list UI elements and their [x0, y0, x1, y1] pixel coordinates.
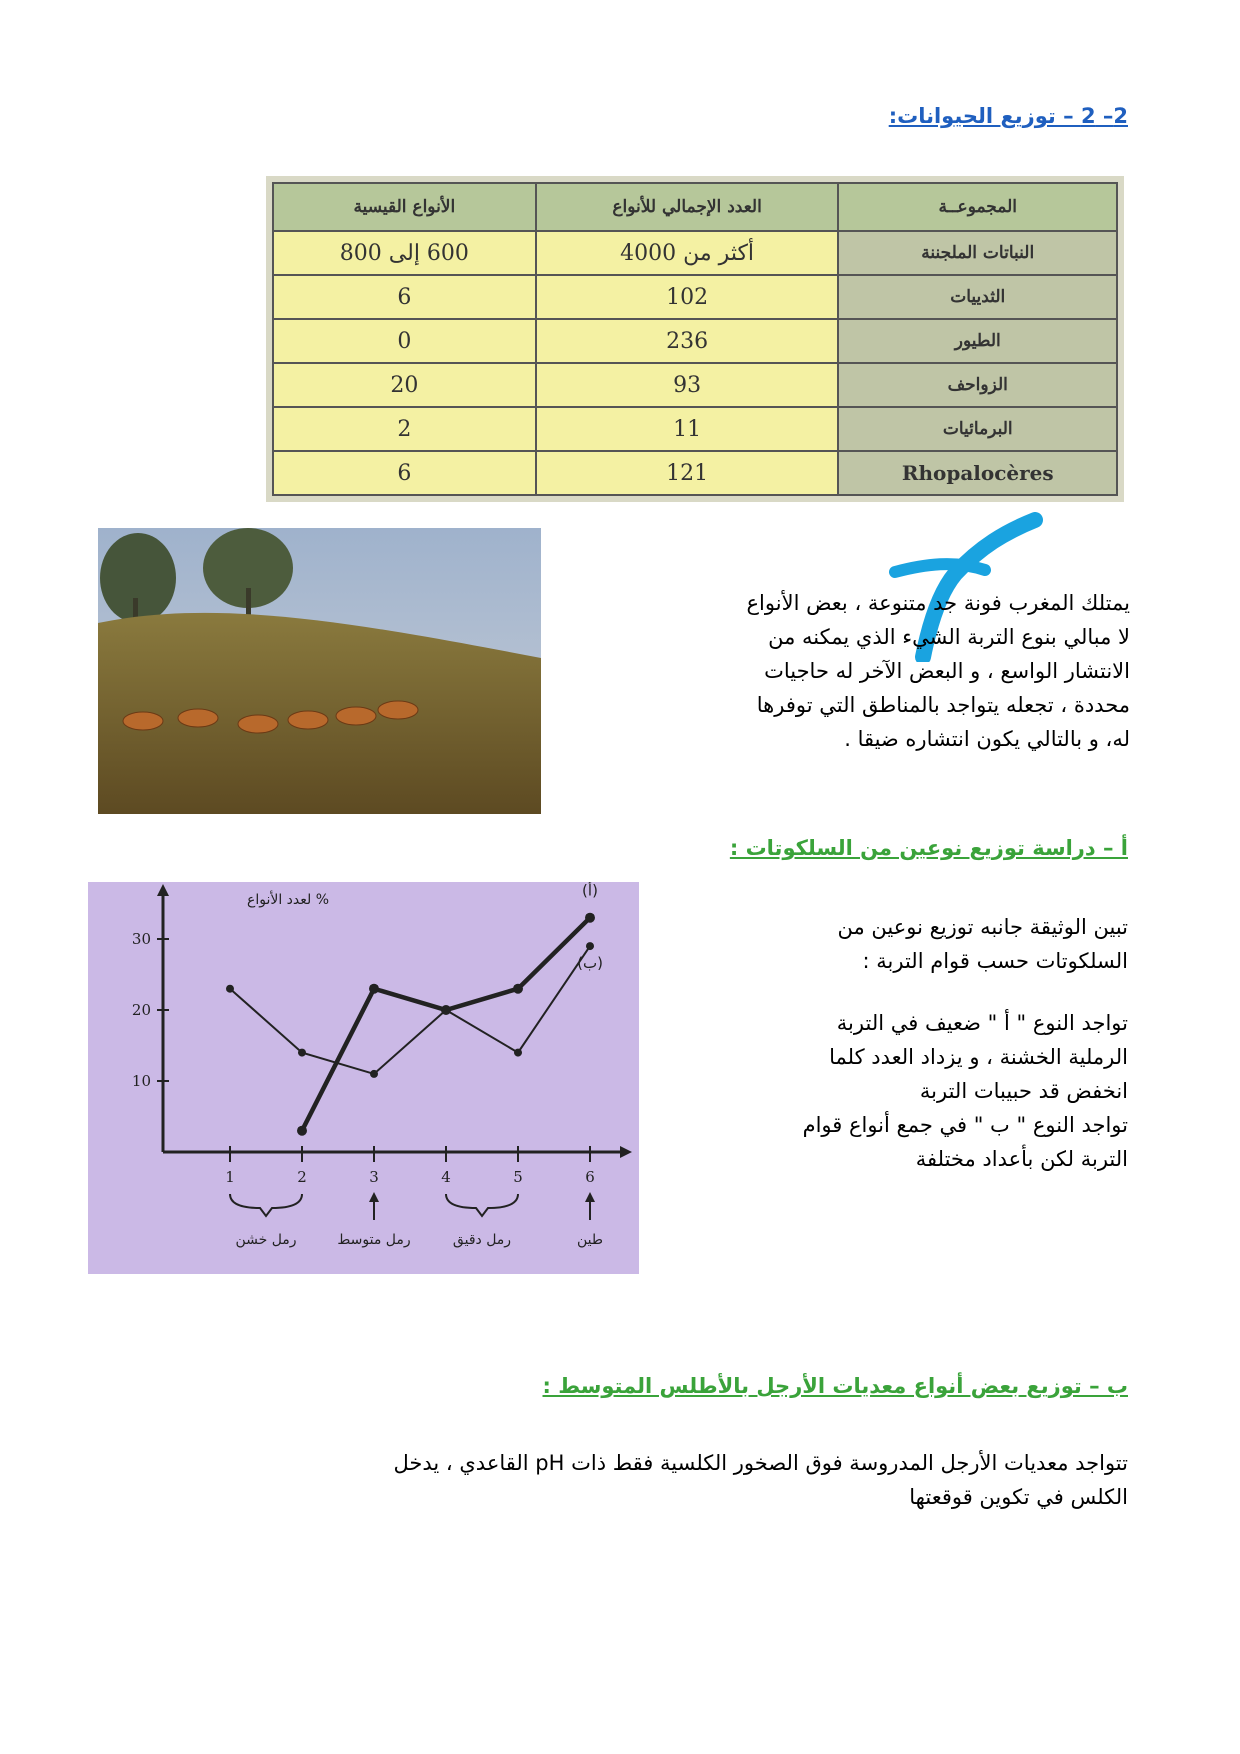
row-endemic: 6: [273, 275, 536, 319]
data-point-a: [297, 1126, 307, 1136]
series-label-a: (أ): [582, 882, 598, 900]
soil-distribution-chart: [88, 882, 639, 1274]
row-group: Rhopalocères: [838, 451, 1117, 495]
row-endemic: 600 إلى 800: [273, 231, 536, 275]
table-row: [273, 407, 1117, 451]
row-total: أكثر من 4000: [536, 231, 839, 275]
row-total: 121: [536, 451, 839, 495]
x-tick-label: 5: [513, 1168, 523, 1186]
data-point-b: [514, 1049, 522, 1057]
table-row: [273, 231, 1117, 275]
intro-paragraph: [560, 586, 1130, 756]
data-point-a: [513, 984, 523, 994]
row-group: الزواحف: [838, 363, 1117, 407]
row-group: الثدييات: [838, 275, 1117, 319]
row-group: البرمائيات: [838, 407, 1117, 451]
data-point-b: [586, 942, 594, 950]
row-group: النباتات الملجننة: [838, 231, 1117, 275]
header-group: المجموعــة: [838, 183, 1117, 231]
series-line-a: [302, 918, 590, 1131]
header-total: العدد الإجمالي للأنواع: [536, 183, 839, 231]
category-label: طين: [576, 1232, 604, 1248]
row-group: الطيور: [838, 319, 1117, 363]
category-brace: [446, 1194, 518, 1216]
row-total: 11: [536, 407, 839, 451]
section-a-line: [640, 978, 1128, 1006]
y-axis-arrow: [157, 884, 169, 896]
x-tick-label: 1: [225, 1168, 235, 1186]
x-tick-label: 4: [441, 1168, 451, 1186]
section-a-paragraph: [640, 910, 1128, 1176]
header-endemic: الأنواع القيسية: [273, 183, 536, 231]
y-tick-label: 10: [131, 1072, 151, 1090]
row-endemic: 6: [273, 451, 536, 495]
x-tick-label: 3: [369, 1168, 379, 1186]
x-axis-arrow: [620, 1146, 632, 1158]
category-arrowhead: [585, 1192, 595, 1202]
series-label-b: (ب): [577, 954, 603, 973]
category-label: رمل دقيق: [452, 1232, 512, 1248]
row-endemic: 0: [273, 319, 536, 363]
section-a-line: تبين الوثيقة جانبه توزيع نوعين من: [837, 915, 1128, 939]
section-b-title: ب – توزيع بعض أنواع معديات الأرجل بالأطلس المتوسط :: [542, 1374, 1128, 1398]
species-table-image: [266, 176, 1124, 502]
data-point-a: [369, 984, 379, 994]
row-endemic: 20: [273, 363, 536, 407]
y-tick-label: 20: [131, 1001, 151, 1019]
category-brace: [230, 1194, 302, 1216]
x-tick-label: 6: [585, 1168, 595, 1186]
y-tick-label: 30: [131, 930, 151, 948]
section-a-line: الرملية الخشنة ، و يزداد العدد كلما: [829, 1045, 1128, 1069]
data-point-b: [298, 1049, 306, 1057]
data-point-b: [442, 1006, 450, 1014]
section-a-line: تواجد النوع " أ " ضعيف في التربة: [836, 1011, 1128, 1035]
intro-line: يمتلك المغرب فونة جد متنوعة ، بعض الأنواع: [746, 591, 1130, 615]
x-tick-label: 2: [297, 1168, 307, 1186]
row-total: 236: [536, 319, 839, 363]
table-row: [273, 451, 1117, 495]
section-b-paragraph: [100, 1446, 1128, 1514]
category-arrowhead: [369, 1192, 379, 1202]
y-axis-label: % لعدد الأنواع: [246, 892, 330, 908]
table-row: [273, 319, 1117, 363]
species-table: [272, 182, 1118, 496]
section-title: 2– 2 – توزيع الحيوانات:: [888, 104, 1128, 128]
intro-line: الانتشار الواسع ، و البعض الآخر له حاجيات: [764, 659, 1130, 683]
table-row: [273, 363, 1117, 407]
table-row: [273, 275, 1117, 319]
data-point-a: [585, 913, 595, 923]
intro-line: له، و بالتالي يكون انتشاره ضيقا .: [844, 727, 1130, 751]
row-total: 93: [536, 363, 839, 407]
data-point-b: [370, 1070, 378, 1078]
section-a-line: التربة لكن بأعداد مختلفة: [915, 1147, 1128, 1171]
series-line-b: [230, 946, 590, 1074]
row-endemic: 2: [273, 407, 536, 451]
category-label: رمل متوسط: [337, 1232, 411, 1248]
data-point-b: [226, 985, 234, 993]
section-a-line: انخفض قد حبيبات التربة: [919, 1079, 1128, 1103]
intro-line: محددة ، تجعله يتواجد بالمناطق التي توفرها: [756, 693, 1130, 717]
intro-line: لا مبالي بنوع التربة الشيء الذي يمكنه من: [768, 625, 1130, 649]
section-a-line: تواجد النوع " ب " في جمع أنواع قوام: [802, 1113, 1128, 1137]
gazelles-photo: [98, 528, 541, 814]
section-b-line: تتواجد معديات الأرجل المدروسة فوق الصخور الكلسية فقط ذات pH القاعدي ، يدخل: [393, 1451, 1128, 1475]
section-b-line: الكلس في تكوين قوقعتها: [909, 1485, 1128, 1509]
table-header-row: [273, 183, 1117, 231]
section-a-line: السلكوتات حسب قوام التربة :: [862, 949, 1128, 973]
section-a-title: أ – دراسة توزيع نوعين من السلكوتات :: [729, 836, 1128, 860]
row-total: 102: [536, 275, 839, 319]
category-label: رمل خشن: [235, 1232, 297, 1248]
